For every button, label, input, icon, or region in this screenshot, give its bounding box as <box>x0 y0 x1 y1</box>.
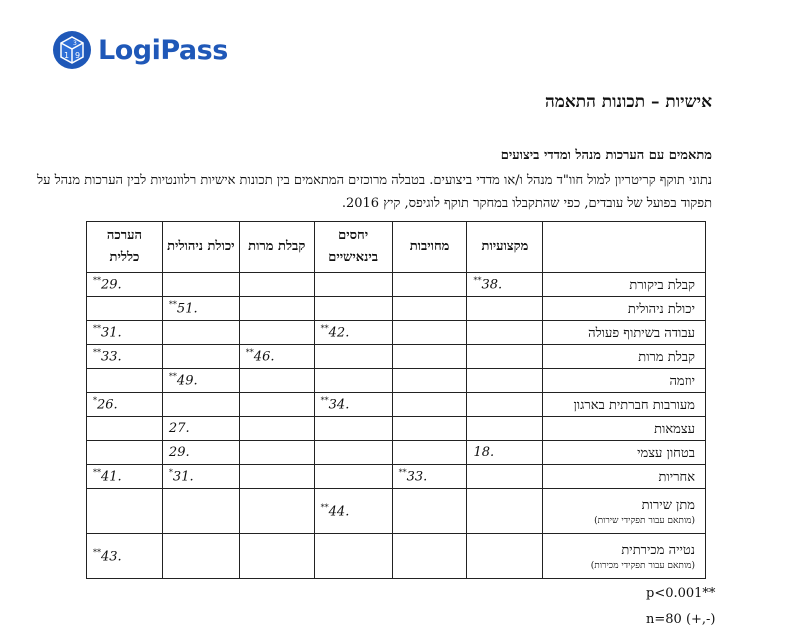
correlation-cell <box>314 297 392 321</box>
correlation-cell <box>239 345 314 369</box>
significance-stars: ** <box>168 372 177 382</box>
row-label: נטייה מכירתית <box>621 542 695 558</box>
correlation-cell <box>314 417 392 441</box>
correlation-cell <box>162 273 239 297</box>
correlation-cell <box>87 441 163 465</box>
row-label-cell <box>543 297 706 321</box>
correlation-value: .27 <box>168 421 190 436</box>
svg-text:9: 9 <box>75 51 81 60</box>
correlation-cell <box>314 534 392 579</box>
correlation-cell <box>87 534 163 579</box>
correlation-value: .49 <box>176 373 198 389</box>
significance-stars: ** <box>93 324 101 334</box>
correlation-value: .29 <box>101 277 122 293</box>
intro-paragraph: נתוני תוקף קריטריון למול חוו"ד מנהל ו/או מדדי ביצועים. בטבלה מרוכזים המתאמים בין תכונות אישיות רלוונטיות לבין הערכות מנהל על תפקוד בפועל של עובדים, כפי שהתקבלו במחקר תוקף לוגיפס, קיץ 2016. <box>37 173 712 211</box>
significance-stars: ** <box>320 324 329 334</box>
correlation-cell <box>162 393 239 417</box>
correlation-cell <box>314 321 392 345</box>
significance-stars: ** <box>93 276 101 286</box>
correlation-cell <box>239 369 314 393</box>
table-row <box>87 273 706 297</box>
svg-text:3: 3 <box>73 40 77 47</box>
table-row <box>87 441 706 465</box>
correlation-cell <box>239 417 314 441</box>
correlation-value: .34 <box>328 397 350 413</box>
correlation-cell <box>467 321 543 345</box>
row-label: קבלת ביקורת <box>629 277 695 293</box>
correlation-cell <box>314 369 392 393</box>
correlation-cell <box>392 465 467 489</box>
table-row <box>87 417 706 441</box>
row-label: מתן שירות <box>641 497 695 513</box>
correlation-cell <box>239 321 314 345</box>
row-sublabel: (מותאם עבור תפקידי מכירות) <box>590 560 695 571</box>
row-label: בטחון עצמי <box>637 445 695 461</box>
table-row <box>87 369 706 393</box>
correlation-cell <box>467 417 543 441</box>
table-row <box>87 297 706 321</box>
row-label-cell <box>543 534 706 579</box>
correlation-cell <box>467 345 543 369</box>
correlation-value: .44 <box>328 504 350 520</box>
correlation-cell <box>162 345 239 369</box>
significance-stars: ** <box>93 348 101 358</box>
correlation-cell <box>314 441 392 465</box>
correlation-cell <box>314 345 392 369</box>
correlation-cell <box>87 321 163 345</box>
row-label: אחריות <box>658 469 695 485</box>
table-row <box>87 534 706 579</box>
correlation-cell <box>162 369 239 393</box>
correlation-value: .43 <box>101 549 122 565</box>
footnote-significance: p<0.001** <box>646 586 716 601</box>
row-label-cell <box>543 417 706 441</box>
correlation-cell <box>162 417 239 441</box>
correlation-value: .46 <box>253 349 275 365</box>
section-subtitle: מתאמים עם הערכות מנהל ומדדי ביצועים <box>500 148 712 163</box>
row-label-cell <box>543 393 706 417</box>
correlation-cell <box>87 417 163 441</box>
correlation-cell <box>467 441 543 465</box>
table-header-cell: מחויבות <box>392 222 467 273</box>
table-header-cell: הערכה כללית <box>87 222 163 273</box>
row-label: עבודה בשיתוף פעולה <box>588 325 695 341</box>
table-header-cell <box>543 222 706 273</box>
correlation-value: .18 <box>473 445 495 460</box>
correlation-value: .33 <box>101 349 122 365</box>
row-label: יוזמה <box>669 373 695 389</box>
significance-stars: ** <box>93 468 101 478</box>
correlation-cell <box>239 273 314 297</box>
correlation-cell <box>87 393 163 417</box>
significance-stars: ** <box>245 348 254 358</box>
table-header-cell: יחסים בינאישיים <box>314 222 392 273</box>
table-row <box>87 393 706 417</box>
correlation-cell <box>239 441 314 465</box>
correlation-cell <box>239 465 314 489</box>
significance-stars: ** <box>320 502 329 512</box>
significance-stars: * <box>93 396 97 406</box>
significance-stars: ** <box>168 300 177 310</box>
row-label-cell <box>543 489 706 534</box>
correlation-cell <box>467 393 543 417</box>
row-label: מעורבות חברתית בארגון <box>573 397 695 413</box>
table-row <box>87 489 706 534</box>
significance-stars: ** <box>473 276 482 286</box>
dice-logo-icon <box>52 30 92 70</box>
correlation-cell <box>162 321 239 345</box>
correlation-cell <box>239 489 314 534</box>
table-header-cell: יכולת ניהולית <box>162 222 239 273</box>
correlation-cell <box>314 489 392 534</box>
footnote-sample-size: n=80 (+,-) <box>646 612 716 627</box>
correlation-cell <box>392 369 467 393</box>
correlation-cell <box>87 489 163 534</box>
correlation-cell <box>392 441 467 465</box>
correlation-cell <box>162 534 239 579</box>
row-label: עצמאות <box>654 421 695 437</box>
correlation-value: .41 <box>101 469 122 485</box>
row-label-cell <box>543 321 706 345</box>
table-header-cell: קבלת מרות <box>239 222 314 273</box>
page-title: אישיות – תכונות התאמה <box>544 92 712 112</box>
logo-text: LogiPass <box>98 34 228 66</box>
correlation-value: .51 <box>176 301 198 317</box>
correlation-cell <box>87 273 163 297</box>
correlation-cell <box>467 534 543 579</box>
correlation-cell <box>392 534 467 579</box>
row-label-cell <box>543 345 706 369</box>
significance-stars: * <box>168 468 173 478</box>
svg-text:1: 1 <box>64 51 70 60</box>
correlation-value: .26 <box>97 397 118 413</box>
row-label-cell <box>543 273 706 297</box>
significance-stars: ** <box>320 396 329 406</box>
correlation-cell <box>87 465 163 489</box>
correlation-cell <box>392 321 467 345</box>
correlation-cell <box>392 297 467 321</box>
row-label: קבלת מרות <box>638 349 695 365</box>
correlation-cell <box>239 393 314 417</box>
correlation-cell <box>162 441 239 465</box>
correlation-cell <box>314 465 392 489</box>
row-label-cell <box>543 369 706 393</box>
correlation-cell <box>467 297 543 321</box>
table-row <box>87 465 706 489</box>
row-label-cell <box>543 441 706 465</box>
correlation-cell <box>392 393 467 417</box>
logipass-logo <box>52 30 228 70</box>
table-row <box>87 345 706 369</box>
correlation-cell <box>239 297 314 321</box>
correlation-cell <box>162 297 239 321</box>
correlation-value: .38 <box>481 277 503 293</box>
correlation-cell <box>392 345 467 369</box>
significance-stars: ** <box>398 468 407 478</box>
correlation-cell <box>467 489 543 534</box>
correlation-value: .33 <box>406 469 428 485</box>
correlation-value: .29 <box>168 445 190 460</box>
correlation-cell <box>162 489 239 534</box>
correlation-value: .42 <box>328 325 350 341</box>
correlation-cell <box>467 273 543 297</box>
correlation-cell <box>467 369 543 393</box>
correlation-cell <box>392 489 467 534</box>
correlation-value: .31 <box>101 325 122 341</box>
correlation-cell <box>87 297 163 321</box>
correlation-table <box>86 221 706 579</box>
table-header-row <box>87 222 706 273</box>
row-label-cell <box>543 465 706 489</box>
row-label: יכולת ניהולית <box>627 301 695 317</box>
significance-stars: ** <box>93 547 101 557</box>
table-header-cell: מקצועיות <box>467 222 543 273</box>
correlation-cell <box>314 393 392 417</box>
correlation-cell <box>87 369 163 393</box>
correlation-cell <box>392 273 467 297</box>
table-row <box>87 321 706 345</box>
correlation-cell <box>314 273 392 297</box>
row-sublabel: (מותאם עבור תפקידי שירות) <box>594 515 695 526</box>
correlation-cell <box>87 345 163 369</box>
correlation-value: .31 <box>172 469 194 485</box>
correlation-cell <box>162 465 239 489</box>
correlation-cell <box>392 417 467 441</box>
correlation-cell <box>467 465 543 489</box>
correlation-cell <box>239 534 314 579</box>
